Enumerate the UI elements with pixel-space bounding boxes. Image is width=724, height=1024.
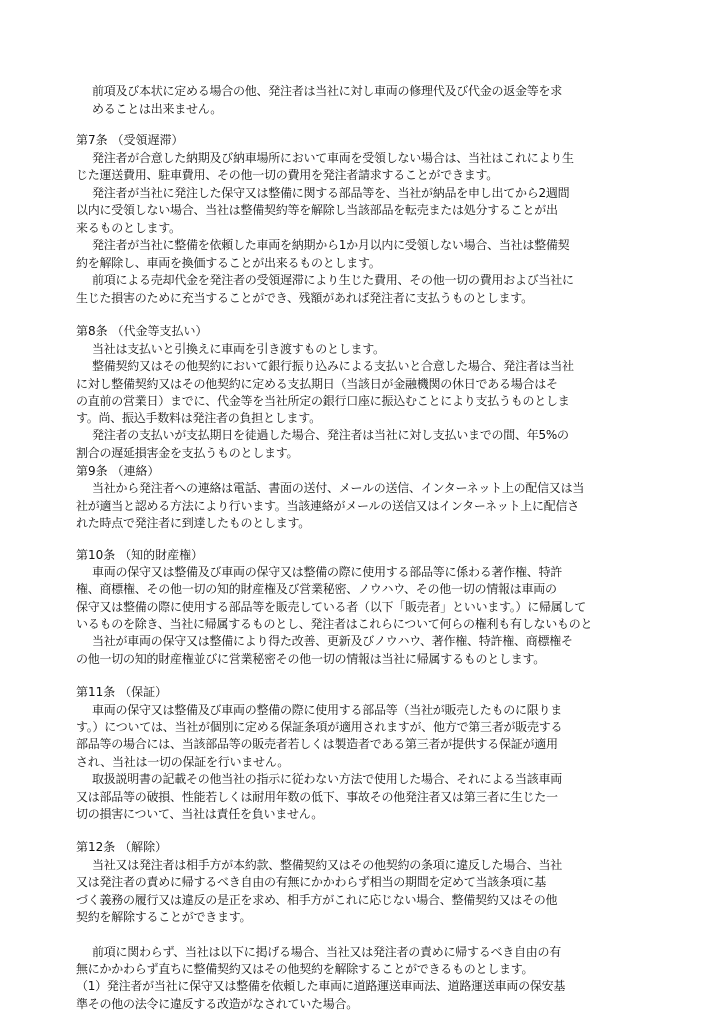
text-line: 切の損害について、当社は責任を負いません。 xyxy=(76,807,323,821)
text-line: 部品等の場合には、当該部品等の販売者若しくは製造者である第三者が提供する保証が適用 xyxy=(76,737,558,751)
article-7-heading: 第7条 （受領遅滞） xyxy=(76,133,184,147)
text-line: 車両の保守又は整備及び車両の整備の際に使用する部品等（当社が販売したものに限りま xyxy=(92,703,563,717)
text-line: 又は部品等の破損、性能若しくは耐用年数の低下、事故その他発注者又は第三者に生じた一 xyxy=(76,790,558,804)
text-line: に対し整備契約又はその他契約に定める支払期日（当該日が金融機関の休日である場合はそ xyxy=(76,377,558,391)
text-line: 生じた損害のために充当することができ、残額があれば発注者に支払うものとします。 xyxy=(76,291,533,305)
list-item-1-cont: 準その他の法令に違反する改造がなされていた場合。 xyxy=(76,997,359,1011)
article-11-heading: 第11条 （保証） xyxy=(76,685,168,699)
text-line: 割合の遅延損害金を支払うものとします。 xyxy=(76,446,299,460)
text-line: 以内に受領しない場合、当社は整備契約等を解除し当該部品を転売または処分することが出 xyxy=(76,203,558,217)
article-12-heading: 第12条 （解除） xyxy=(76,840,168,854)
text-line: 発注者が合意した納期及び納車場所において車両を受領しない場合は、当社はこれにより生 xyxy=(92,151,574,165)
text-line: いるものを除き、当社に帰属するものとし、発注者はこれらについて何らの権利も有しないものと xyxy=(76,617,593,631)
text-line: 又は発注者の責めに帰するべき自由の有無にかかわらず相当の期間を定めて当該条項に基 xyxy=(76,875,547,889)
text-line: 保守又は整備の際に使用する部品等を販売している者（以下「販売者」といいます。）に帰属して xyxy=(76,600,587,614)
text-line: れた時点で発注者に到達したものとします。 xyxy=(76,516,311,530)
text-line: じた運送費用、駐車費用、その他一切の費用を発注者請求することができます。 xyxy=(76,168,499,182)
text-line: 無にかかわらず直ちに整備契約又はその他契約を解除することができるものとします。 xyxy=(76,962,534,976)
text-line: めることは出来ません。 xyxy=(92,102,222,116)
text-line: す。）については、当社が個別に定める保証条項が適用されますが、他方で第三者が販売する xyxy=(76,720,563,734)
text-line: 取扱説明書の記載その他当社の指示に従わない方法で使用した場合、それによる当該車両 xyxy=(92,772,563,786)
list-item-1: （1）発注者が当社に保守又は整備を依頼した車両に道路運送車両法、道路運送車両の保安基 xyxy=(76,979,566,993)
text-line: 権、商標権、その他一切の知的財産権及び営業秘密、ノウハウ、その他一切の情報は車両の xyxy=(76,582,557,596)
text-line: の他一切の知的財産権並びに営業秘密その他一切の情報は当社に帰属するものとします。 xyxy=(76,652,546,666)
text-line: 前項による売却代金を発注者の受領遅滞により生じた費用、その他一切の費用および当社に xyxy=(92,273,574,287)
text-line: 発注者が当社に整備を依頼した車両を納期から1か月以内に受領しない場合、当社は整備契 xyxy=(92,238,570,252)
text-line: 発注者の支払いが支払期日を徒過した場合、発注者は当社に対し支払いまでの間、年5%の xyxy=(92,428,569,442)
text-line: づく義務の履行又は違反の是正を求め、相手方がこれに応じない場合、整備契約又はその他 xyxy=(76,893,558,907)
text-line: 当社が車両の保守又は整備により得た改善、更新及びノウハウ、著作権、特許権、商標権そ xyxy=(92,634,573,648)
text-line: 整備契約又はその他契約において銀行振り込みによる支払いと合意した場合、発注者は当社 xyxy=(92,359,574,373)
text-line: 当社又は発注者は相手方が本約款、整備契約又はその他契約の条項に違反した場合、当社 xyxy=(92,858,563,872)
article-8-heading: 第8条 （代金等支払い） xyxy=(76,324,208,338)
text-line: 来るものとします。 xyxy=(76,221,181,235)
text-line: され、当社は一切の保証を行いません。 xyxy=(76,755,289,769)
text-line: 前項に関わらず、当社は以下に掲げる場合、当社又は発注者の責めに帰するべき自由の有 xyxy=(92,945,562,959)
article-9-heading: 第9条 （連絡） xyxy=(76,464,160,478)
text-line: 前項及び本状に定める場合の他、発注者は当社に対し車両の修理代及び代金の返金等を求 xyxy=(92,84,563,98)
text-line: の直前の営業日）までに、代金等を当社所定の銀行口座に振込むことにより支払うものとしま xyxy=(76,394,570,408)
text-line: 社が適当と認める方法により行います。当該連絡がメールの送信又はインターネット上に配信さ xyxy=(76,499,579,513)
text-line: す。尚、振込手数料は発注者の負担とします。 xyxy=(76,411,321,425)
article-10-heading: 第10条 （知的財産権） xyxy=(76,548,204,562)
text-line: 契約を解除することができます。 xyxy=(76,910,252,924)
text-line: 当社は支払いと引換えに車両を引き渡すものとします。 xyxy=(92,342,385,356)
text-line: 車両の保守又は整備及び車両の保守又は整備の際に使用する部品等に係わる著作権、特許 xyxy=(92,565,563,579)
text-line: 当社から発注者への連絡は電話、書面の送付、メールの送信、インターネット上の配信又は当 xyxy=(92,481,585,495)
text-line: 約を解除し、車両を換価することが出来るものとします。 xyxy=(76,256,381,270)
text-line: 発注者が当社に発注した保守又は整備に関する部品等を、当社が納品を申し出てから2週間 xyxy=(92,186,570,200)
